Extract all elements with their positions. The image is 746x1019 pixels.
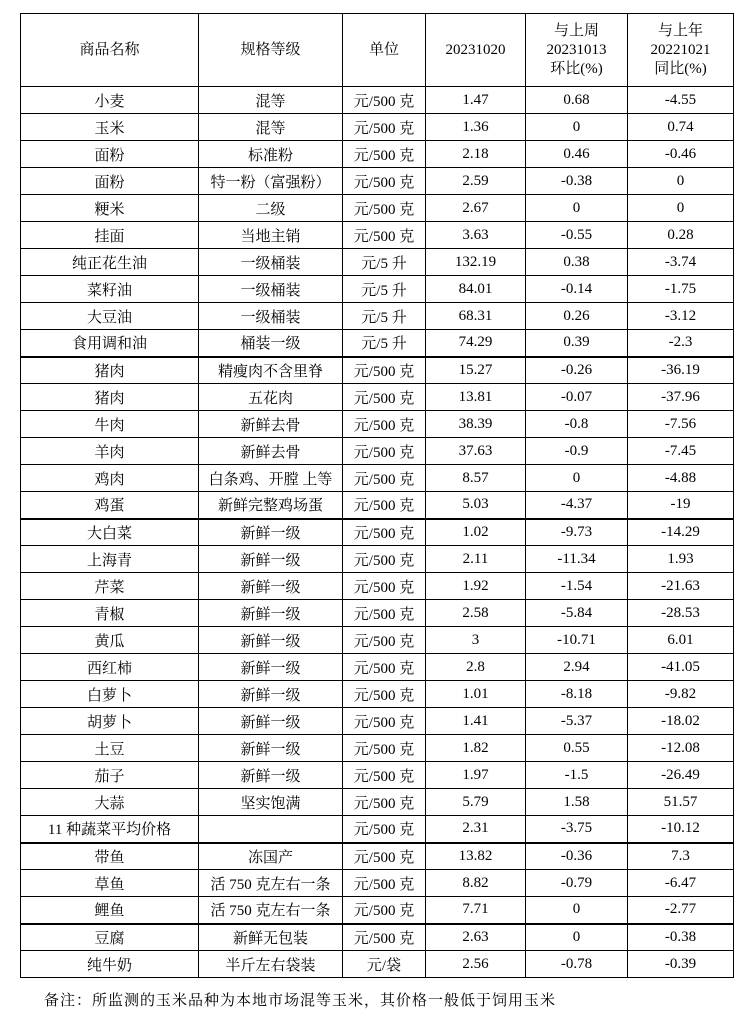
price-cell: 8.82 <box>426 870 526 897</box>
spec-cell: 新鲜去骨 <box>199 438 343 465</box>
table-row <box>21 951 734 978</box>
product-name-cell: 面粉 <box>21 168 199 195</box>
unit-cell: 元/500 克 <box>343 654 426 681</box>
unit-cell: 元/500 克 <box>343 438 426 465</box>
table-row <box>21 816 734 843</box>
unit-cell: 元/500 克 <box>343 681 426 708</box>
table-row <box>21 87 734 114</box>
spec-cell: 精瘦肉不含里脊 <box>199 357 343 384</box>
wow-change-cell: 0.55 <box>526 735 628 762</box>
unit-cell: 元/500 克 <box>343 168 426 195</box>
price-cell: 2.18 <box>426 141 526 168</box>
wow-change-cell: -10.71 <box>526 627 628 654</box>
wow-change-cell: -0.79 <box>526 870 628 897</box>
price-cell: 15.27 <box>426 357 526 384</box>
spec-cell: 白条鸡、开膛 上等 <box>199 465 343 492</box>
yoy-change-cell: -3.12 <box>628 303 734 330</box>
table-row <box>21 276 734 303</box>
product-name-cell: 白萝卜 <box>21 681 199 708</box>
price-cell: 2.56 <box>426 951 526 978</box>
price-table <box>20 13 734 978</box>
product-name-cell: 鸡蛋 <box>21 492 199 519</box>
wow-change-cell: 0 <box>526 924 628 951</box>
product-name-cell: 食用调和油 <box>21 330 199 357</box>
unit-cell: 元/500 克 <box>343 411 426 438</box>
price-cell: 2.8 <box>426 654 526 681</box>
yoy-change-cell: -41.05 <box>628 654 734 681</box>
yoy-change-cell: -2.3 <box>628 330 734 357</box>
table-row <box>21 492 734 519</box>
spec-cell: 二级 <box>199 195 343 222</box>
yoy-change-cell: -7.56 <box>628 411 734 438</box>
unit-cell: 元/500 克 <box>343 600 426 627</box>
table-row <box>21 843 734 870</box>
product-name-cell: 土豆 <box>21 735 199 762</box>
wow-change-cell: 1.58 <box>526 789 628 816</box>
spec-cell: 新鲜一级 <box>199 546 343 573</box>
spec-cell: 一级桶装 <box>199 249 343 276</box>
table-row <box>21 438 734 465</box>
product-name-cell: 牛肉 <box>21 411 199 438</box>
unit-cell: 元/500 克 <box>343 357 426 384</box>
wow-change-cell: -5.37 <box>526 708 628 735</box>
spec-cell: 活 750 克左右一条 <box>199 897 343 924</box>
yoy-change-cell: 7.3 <box>628 843 734 870</box>
spec-cell: 一级桶装 <box>199 303 343 330</box>
yoy-change-cell: -4.88 <box>628 465 734 492</box>
price-cell: 84.01 <box>426 276 526 303</box>
product-name-cell: 鸡肉 <box>21 465 199 492</box>
spec-cell: 冻国产 <box>199 843 343 870</box>
price-cell: 5.03 <box>426 492 526 519</box>
unit-cell: 元/500 克 <box>343 762 426 789</box>
yoy-change-cell: -19 <box>628 492 734 519</box>
price-cell: 1.01 <box>426 681 526 708</box>
unit-cell: 元/500 克 <box>343 816 426 843</box>
price-cell: 2.58 <box>426 600 526 627</box>
spec-cell: 新鲜无包装 <box>199 924 343 951</box>
product-name-cell: 猪肉 <box>21 384 199 411</box>
table-row <box>21 465 734 492</box>
wow-change-cell: 0.26 <box>526 303 628 330</box>
wow-change-cell: -1.5 <box>526 762 628 789</box>
table-row <box>21 195 734 222</box>
spec-cell: 新鲜去骨 <box>199 411 343 438</box>
wow-change-cell: -0.26 <box>526 357 628 384</box>
yoy-change-cell: -3.74 <box>628 249 734 276</box>
unit-cell: 元/500 克 <box>343 789 426 816</box>
product-name-cell: 小麦 <box>21 87 199 114</box>
spec-cell: 新鲜一级 <box>199 654 343 681</box>
spec-cell: 坚实饱满 <box>199 789 343 816</box>
price-cell: 37.63 <box>426 438 526 465</box>
yoy-change-cell: -10.12 <box>628 816 734 843</box>
yoy-change-cell: -36.19 <box>628 357 734 384</box>
price-cell: 3 <box>426 627 526 654</box>
table-row <box>21 303 734 330</box>
unit-cell: 元/500 克 <box>343 843 426 870</box>
table-row <box>21 924 734 951</box>
product-name-cell: 大豆油 <box>21 303 199 330</box>
table-row <box>21 411 734 438</box>
yoy-change-cell: 1.93 <box>628 546 734 573</box>
product-name-cell: 西红柿 <box>21 654 199 681</box>
product-name-cell: 鲤鱼 <box>21 897 199 924</box>
price-cell: 1.36 <box>426 114 526 141</box>
product-name-cell: 纯牛奶 <box>21 951 199 978</box>
yoy-change-cell: -7.45 <box>628 438 734 465</box>
wow-change-cell: -0.38 <box>526 168 628 195</box>
yoy-change-cell: -0.39 <box>628 951 734 978</box>
spec-cell: 新鲜完整鸡场蛋 <box>199 492 343 519</box>
unit-cell: 元/500 克 <box>343 870 426 897</box>
table-row <box>21 546 734 573</box>
wow-change-cell: -3.75 <box>526 816 628 843</box>
price-cell: 2.31 <box>426 816 526 843</box>
table-row <box>21 627 734 654</box>
price-cell: 1.97 <box>426 762 526 789</box>
spec-cell: 新鲜一级 <box>199 708 343 735</box>
spec-cell: 标准粉 <box>199 141 343 168</box>
header-name: 商品名称 <box>21 14 199 87</box>
spec-cell: 新鲜一级 <box>199 627 343 654</box>
price-cell: 5.79 <box>426 789 526 816</box>
wow-change-cell: 0 <box>526 465 628 492</box>
product-name-cell: 大蒜 <box>21 789 199 816</box>
wow-change-cell: 0.38 <box>526 249 628 276</box>
product-name-cell: 豆腐 <box>21 924 199 951</box>
table-row <box>21 654 734 681</box>
yoy-change-cell: -2.77 <box>628 897 734 924</box>
product-name-cell: 茄子 <box>21 762 199 789</box>
unit-cell: 元/5 升 <box>343 276 426 303</box>
price-cell: 2.11 <box>426 546 526 573</box>
table-row <box>21 735 734 762</box>
table-row <box>21 114 734 141</box>
wow-change-cell: -0.78 <box>526 951 628 978</box>
table-row <box>21 870 734 897</box>
product-name-cell: 胡萝卜 <box>21 708 199 735</box>
yoy-change-cell: 0.74 <box>628 114 734 141</box>
yoy-change-cell: 6.01 <box>628 627 734 654</box>
header-wow <box>526 14 628 87</box>
spec-cell: 五花肉 <box>199 384 343 411</box>
spec-cell: 混等 <box>199 87 343 114</box>
product-name-cell: 羊肉 <box>21 438 199 465</box>
price-cell: 74.29 <box>426 330 526 357</box>
price-cell: 3.63 <box>426 222 526 249</box>
price-cell: 38.39 <box>426 411 526 438</box>
product-name-cell: 草鱼 <box>21 870 199 897</box>
table-row <box>21 168 734 195</box>
wow-change-cell: 0 <box>526 195 628 222</box>
product-name-cell: 菜籽油 <box>21 276 199 303</box>
unit-cell: 元/500 克 <box>343 222 426 249</box>
price-cell: 2.63 <box>426 924 526 951</box>
price-cell: 13.81 <box>426 384 526 411</box>
yoy-change-cell: 0 <box>628 195 734 222</box>
spec-cell: 活 750 克左右一条 <box>199 870 343 897</box>
wow-change-cell: -9.73 <box>526 519 628 546</box>
wow-change-cell: -0.55 <box>526 222 628 249</box>
product-name-cell: 猪肉 <box>21 357 199 384</box>
yoy-change-cell: -1.75 <box>628 276 734 303</box>
table-row <box>21 249 734 276</box>
yoy-change-cell: -4.55 <box>628 87 734 114</box>
unit-cell: 元/袋 <box>343 951 426 978</box>
table-row <box>21 600 734 627</box>
wow-change-cell: 0.68 <box>526 87 628 114</box>
header-wow-line1: 与上周 <box>553 22 599 39</box>
spec-cell: 新鲜一级 <box>199 735 343 762</box>
header-spec: 规格等级 <box>199 14 343 87</box>
unit-cell: 元/500 克 <box>343 141 426 168</box>
table-row <box>21 519 734 546</box>
yoy-change-cell: -12.08 <box>628 735 734 762</box>
price-cell: 2.59 <box>426 168 526 195</box>
table-row <box>21 681 734 708</box>
wow-change-cell: -0.07 <box>526 384 628 411</box>
yoy-change-cell: -37.96 <box>628 384 734 411</box>
unit-cell: 元/5 升 <box>343 249 426 276</box>
product-name-cell: 带鱼 <box>21 843 199 870</box>
price-cell: 1.41 <box>426 708 526 735</box>
header-date: 20231020 <box>426 14 526 87</box>
wow-change-cell: -0.8 <box>526 411 628 438</box>
header-row <box>21 14 734 87</box>
header-yoy <box>628 14 734 87</box>
product-name-cell: 青椒 <box>21 600 199 627</box>
product-name-cell: 纯正花生油 <box>21 249 199 276</box>
table-row <box>21 762 734 789</box>
yoy-change-cell: -26.49 <box>628 762 734 789</box>
unit-cell: 元/500 克 <box>343 519 426 546</box>
yoy-change-cell: 0.28 <box>628 222 734 249</box>
yoy-change-cell: -0.46 <box>628 141 734 168</box>
unit-cell: 元/500 克 <box>343 897 426 924</box>
table-row <box>21 573 734 600</box>
unit-cell: 元/500 克 <box>343 195 426 222</box>
spec-cell: 当地主销 <box>199 222 343 249</box>
price-cell: 1.92 <box>426 573 526 600</box>
yoy-change-cell: -14.29 <box>628 519 734 546</box>
price-cell: 8.57 <box>426 465 526 492</box>
price-cell: 7.71 <box>426 897 526 924</box>
wow-change-cell: -1.54 <box>526 573 628 600</box>
price-cell: 1.47 <box>426 87 526 114</box>
unit-cell: 元/500 克 <box>343 87 426 114</box>
unit-cell: 元/500 克 <box>343 546 426 573</box>
spec-cell: 混等 <box>199 114 343 141</box>
header-wow-line3: 环比(%) <box>550 60 603 77</box>
unit-cell: 元/5 升 <box>343 330 426 357</box>
wow-change-cell: 0 <box>526 114 628 141</box>
product-name-cell: 大白菜 <box>21 519 199 546</box>
table-row <box>21 789 734 816</box>
spec-cell: 半斤左右袋装 <box>199 951 343 978</box>
unit-cell: 元/500 克 <box>343 114 426 141</box>
table-row <box>21 384 734 411</box>
unit-cell: 元/500 克 <box>343 573 426 600</box>
price-cell: 132.19 <box>426 249 526 276</box>
table-row <box>21 357 734 384</box>
product-name-cell: 面粉 <box>21 141 199 168</box>
spec-cell: 新鲜一级 <box>199 762 343 789</box>
product-name-cell: 11 种蔬菜平均价格 <box>21 816 199 843</box>
yoy-change-cell: 51.57 <box>628 789 734 816</box>
yoy-change-cell: -18.02 <box>628 708 734 735</box>
table-row <box>21 141 734 168</box>
unit-cell: 元/500 克 <box>343 627 426 654</box>
unit-cell: 元/500 克 <box>343 924 426 951</box>
table-body <box>21 87 734 978</box>
wow-change-cell: -0.36 <box>526 843 628 870</box>
wow-change-cell: 2.94 <box>526 654 628 681</box>
product-name-cell: 上海青 <box>21 546 199 573</box>
table-row <box>21 897 734 924</box>
footnote: 备注：所监测的玉米品种为本地市场混等玉米，其价格一般低于饲用玉米 <box>44 993 557 1009</box>
yoy-change-cell: -21.63 <box>628 573 734 600</box>
price-cell: 2.67 <box>426 195 526 222</box>
wow-change-cell: -5.84 <box>526 600 628 627</box>
unit-cell: 元/500 克 <box>343 384 426 411</box>
header-yoy-line1: 与上年 <box>657 22 703 39</box>
header-yoy-line3: 同比(%) <box>654 60 707 77</box>
price-cell: 1.02 <box>426 519 526 546</box>
wow-change-cell: -0.9 <box>526 438 628 465</box>
unit-cell: 元/500 克 <box>343 492 426 519</box>
product-name-cell: 黄瓜 <box>21 627 199 654</box>
price-cell: 68.31 <box>426 303 526 330</box>
price-cell: 13.82 <box>426 843 526 870</box>
unit-cell: 元/5 升 <box>343 303 426 330</box>
product-name-cell: 挂面 <box>21 222 199 249</box>
wow-change-cell: -8.18 <box>526 681 628 708</box>
wow-change-cell: 0 <box>526 897 628 924</box>
yoy-change-cell: -6.47 <box>628 870 734 897</box>
unit-cell: 元/500 克 <box>343 708 426 735</box>
unit-cell: 元/500 克 <box>343 735 426 762</box>
wow-change-cell: 0.46 <box>526 141 628 168</box>
yoy-change-cell: 0 <box>628 168 734 195</box>
wow-change-cell: 0.39 <box>526 330 628 357</box>
spec-cell: 特一粉（富强粉） <box>199 168 343 195</box>
header-yoy-line2: 20221021 <box>650 41 711 58</box>
unit-cell: 元/500 克 <box>343 465 426 492</box>
yoy-change-cell: -28.53 <box>628 600 734 627</box>
spec-cell <box>199 816 343 843</box>
spec-cell: 新鲜一级 <box>199 573 343 600</box>
header-wow-line2: 20231013 <box>546 41 607 58</box>
spec-cell: 新鲜一级 <box>199 519 343 546</box>
table-row <box>21 708 734 735</box>
table-row <box>21 330 734 357</box>
spec-cell: 新鲜一级 <box>199 600 343 627</box>
header-unit: 单位 <box>343 14 426 87</box>
product-name-cell: 粳米 <box>21 195 199 222</box>
wow-change-cell: -4.37 <box>526 492 628 519</box>
product-name-cell: 芹菜 <box>21 573 199 600</box>
wow-change-cell: -0.14 <box>526 276 628 303</box>
spec-cell: 桶装一级 <box>199 330 343 357</box>
yoy-change-cell: -0.38 <box>628 924 734 951</box>
wow-change-cell: -11.34 <box>526 546 628 573</box>
price-cell: 1.82 <box>426 735 526 762</box>
yoy-change-cell: -9.82 <box>628 681 734 708</box>
table-row <box>21 222 734 249</box>
spec-cell: 新鲜一级 <box>199 681 343 708</box>
product-name-cell: 玉米 <box>21 114 199 141</box>
spec-cell: 一级桶装 <box>199 276 343 303</box>
